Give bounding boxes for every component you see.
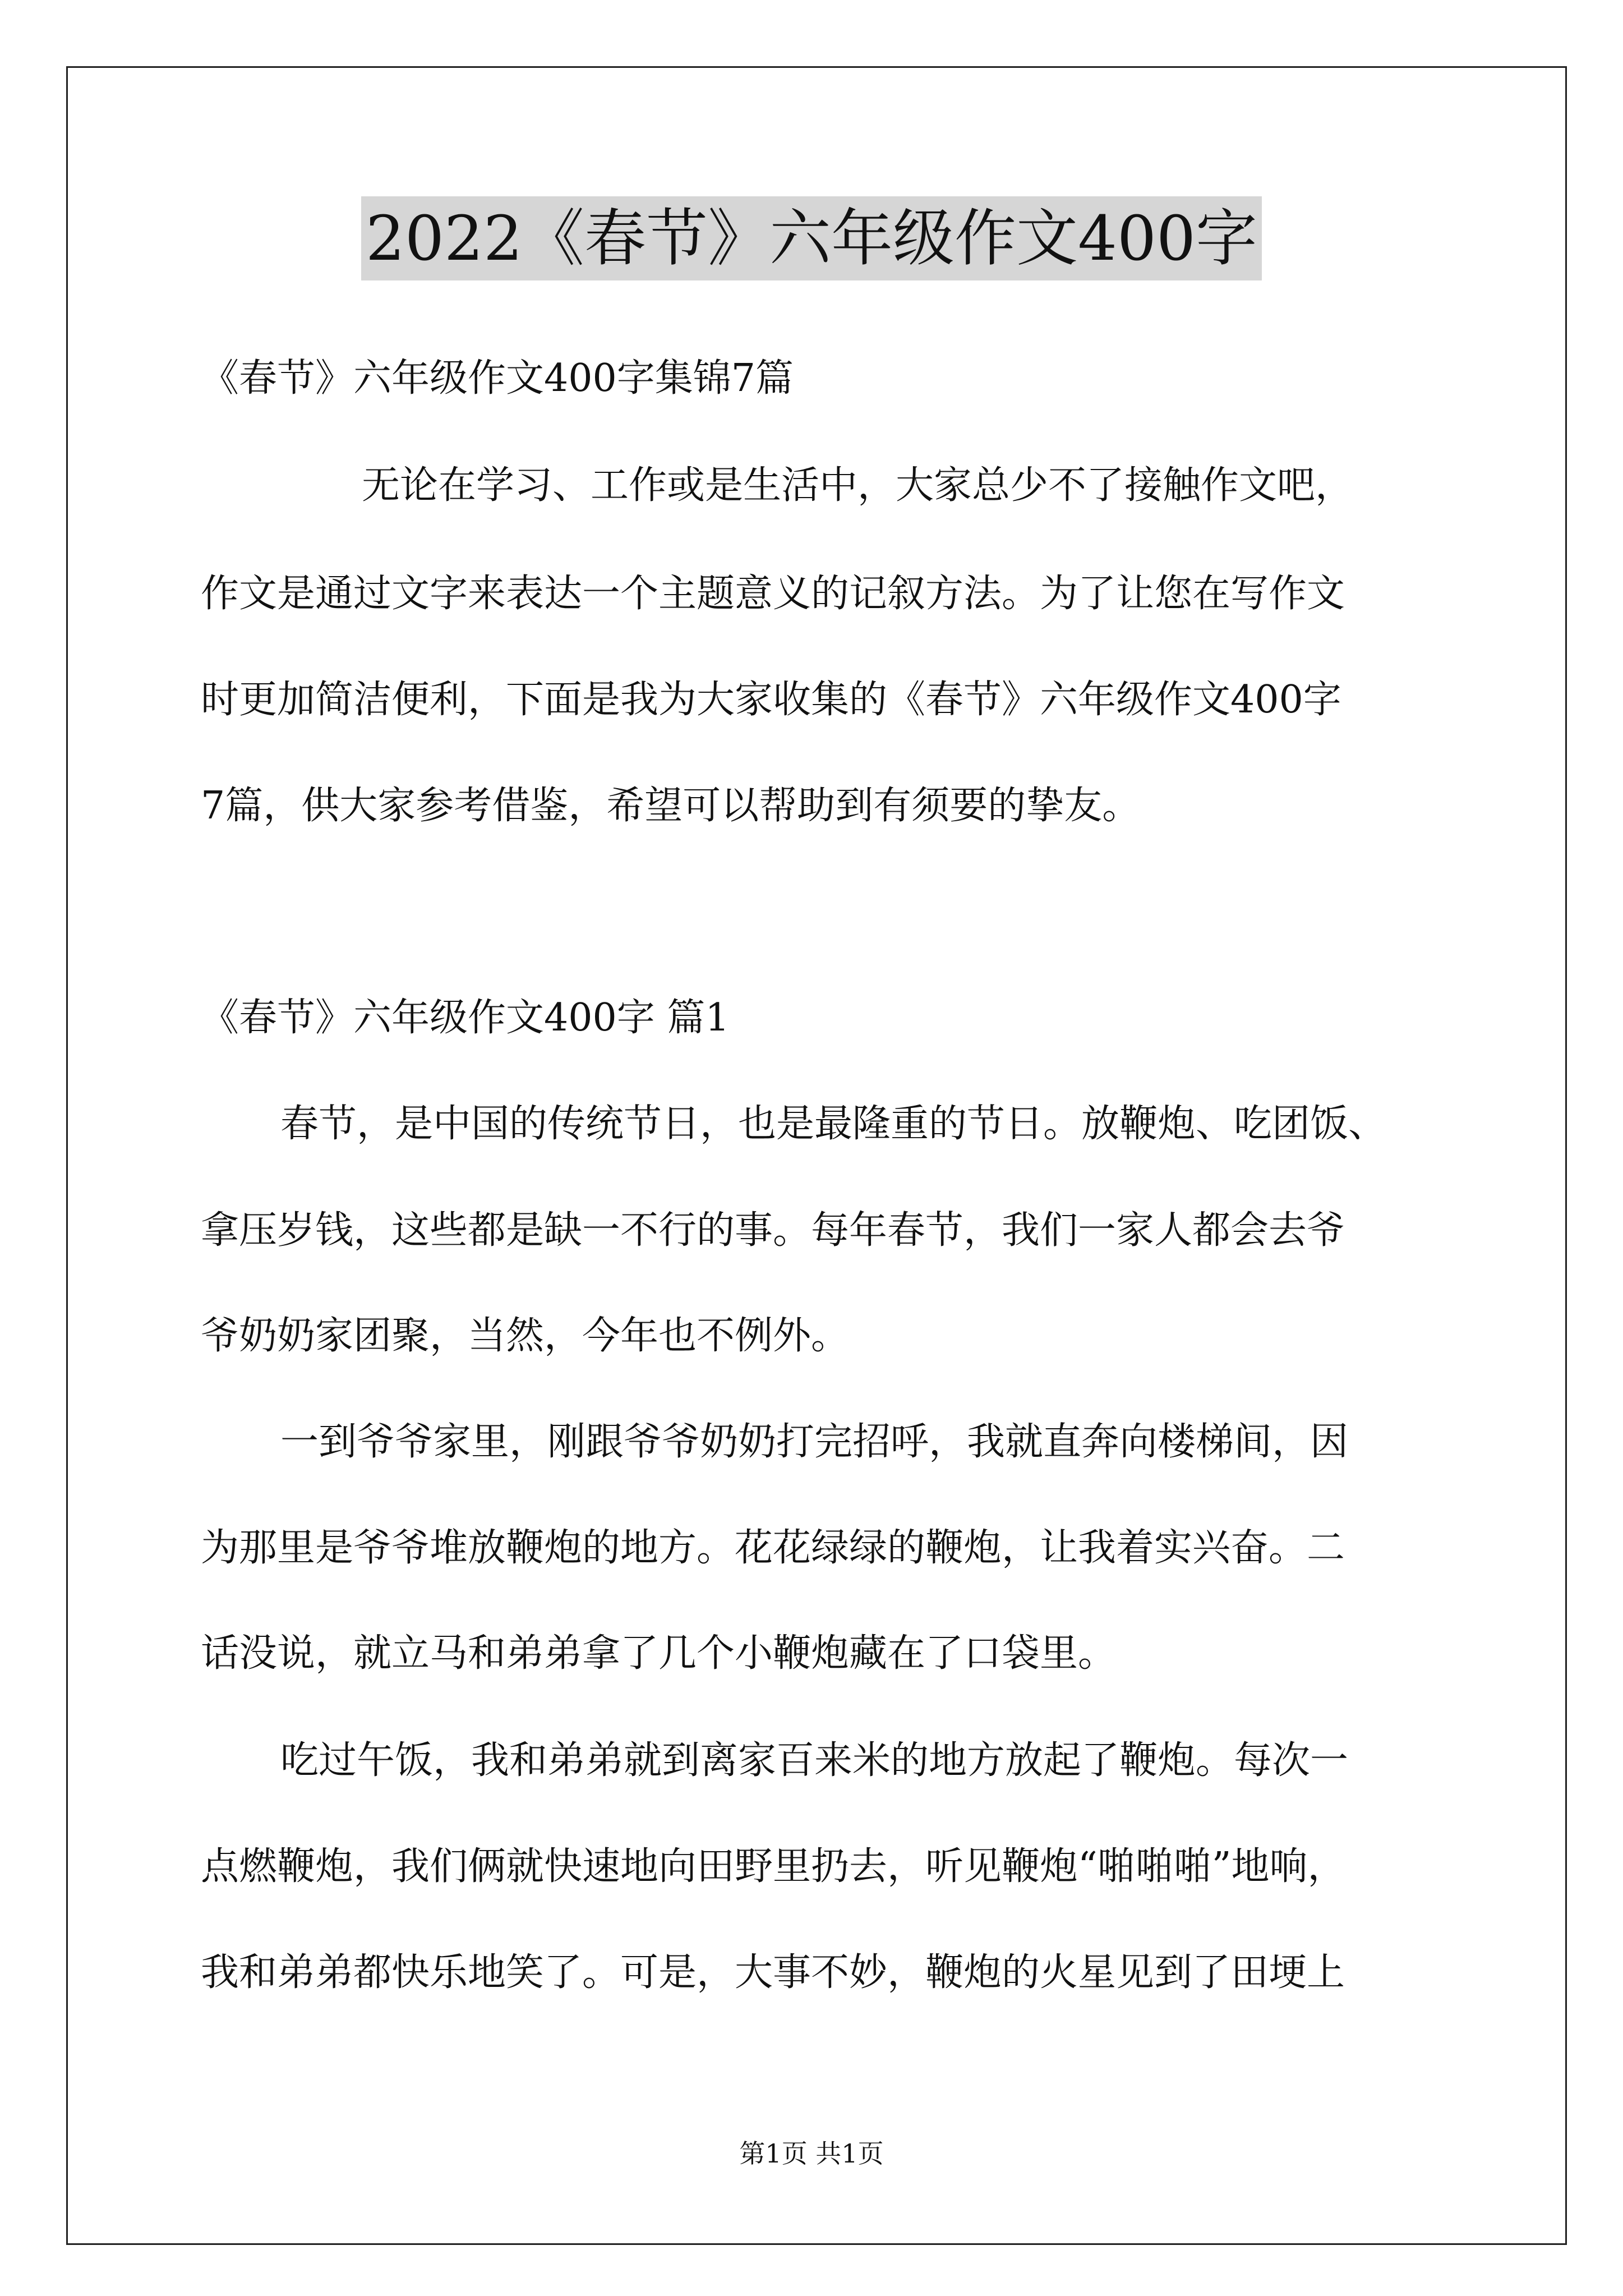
paragraph-line: 我和弟弟都快乐地笑了。可是，大事不妙，鞭炮的火星见到了田埂上 [201,1950,1345,1995]
paragraph-line: 春节，是中国的传统节日，也是最隆重的节日。放鞭炮、吃团饭、 [280,1102,1387,1146]
paragraph-line: 点燃鞭炮，我们俩就快速地向田野里扔去，听见鞭炮“啪啪啪”地响， [201,1844,1346,1889]
paragraph-line: 话没说，就立马和弟弟拿了几个小鞭炮藏在了口袋里。 [201,1631,1117,1676]
document-title: 2022《春节》六年级作文400字 [361,196,1262,280]
intro-line: 时更加简洁便利，下面是我为大家收集的《春节》六年级作文400字 [201,678,1341,722]
intro-line: 7篇，供大家参考借鉴，希望可以帮助到有须要的挚友。 [201,784,1141,828]
page-footer: 第1页 共1页 [739,2138,884,2169]
title-container [0,196,1623,280]
paragraph-line: 为那里是爷爷堆放鞭炮的地方。花花绿绿的鞭炮，让我着实兴奋。二 [201,1526,1345,1570]
paragraph-line: 一到爷爷家里，刚跟爷爷奶奶打完招呼，我就直奔向楼梯间，因 [280,1420,1349,1464]
intro-line: 无论在学习、工作或是生活中，大家总少不了接触作文吧， [362,463,1354,508]
paragraph-line: 吃过午饭，我和弟弟就到离家百来米的地方放起了鞭炮。每次一 [280,1738,1349,1783]
paragraph-line: 爷奶奶家团聚，当然，今年也不例外。 [201,1314,850,1358]
section-heading: 《春节》六年级作文400字 篇1 [201,996,730,1040]
document-subtitle: 《春节》六年级作文400字集锦7篇 [201,356,794,401]
paragraph-line: 拿压岁钱，这些都是缺一不行的事。每年春节，我们一家人都会去爷 [201,1208,1345,1253]
intro-line: 作文是通过文字来表达一个主题意义的记叙方法。为了让您在写作文 [201,572,1345,616]
